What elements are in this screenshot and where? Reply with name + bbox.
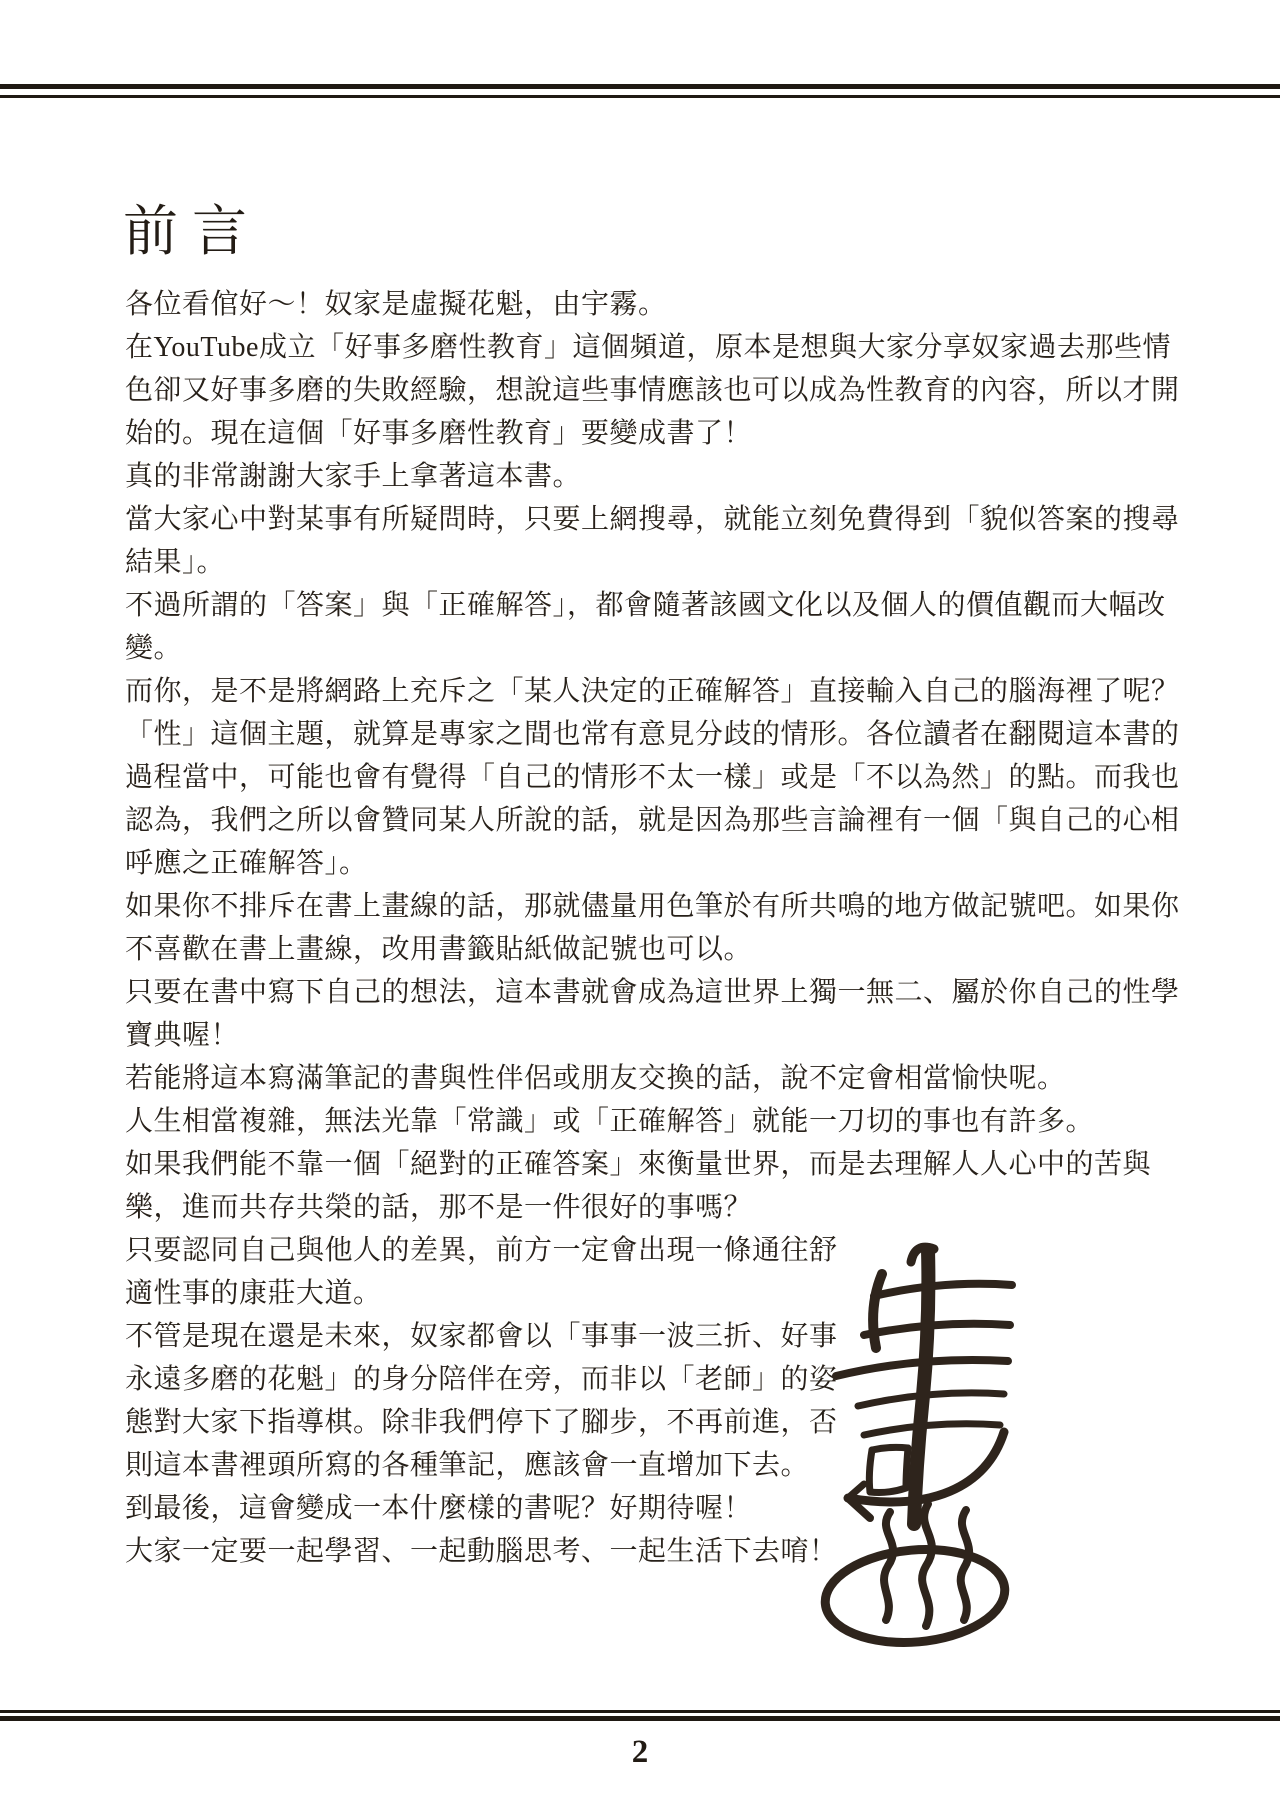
body-line: 當大家心中對某事有所疑問時，只要上網搜尋，就能立刻免費得到「貌似答案的搜尋 — [125, 504, 1180, 535]
body-line: 「性」這個主題，就算是專家之間也常有意見分歧的情形。各位讀者在翻閱這本書的 — [125, 719, 1180, 750]
body-line: 適性事的康莊大道。 — [125, 1278, 382, 1309]
body-line: 始的。現在這個「好事多磨性教育」要變成書了！ — [125, 418, 753, 449]
page-number: 2 — [631, 1734, 649, 1770]
top-rule-thick — [0, 84, 1280, 89]
body-line: 色卻又好事多磨的失敗經驗，想說這些事情應該也可以成為性教育的內容，所以才開 — [125, 375, 1180, 406]
top-rule-thin — [0, 95, 1280, 98]
bottom-rule-thick — [0, 1716, 1280, 1721]
page-title: 前言 — [123, 200, 262, 262]
body-line: 各位看倌好～！奴家是虛擬花魁，由宇霧。 — [125, 289, 667, 320]
body-line: 過程當中，可能也會有覺得「自己的情形不太一樣」或是「不以為然」的點。而我也 — [125, 762, 1180, 793]
body-line: 樂，進而共存共榮的話，那不是一件很好的事嗎？ — [125, 1192, 753, 1223]
body-line: 永遠多磨的花魁」的身分陪伴在旁，而非以「老師」的姿 — [125, 1364, 838, 1395]
body-line: 不過所謂的「答案」與「正確解答」，都會隨著該國文化以及個人的價值觀而大幅改 — [125, 590, 1166, 621]
body-line: 不喜歡在書上畫線，改用書籤貼紙做記號也可以。 — [125, 934, 753, 965]
body-line: 變。 — [125, 633, 183, 664]
body-line: 大家一定要一起學習、一起動腦思考、一起生活下去唷！ — [125, 1536, 838, 1567]
body-line: 結果」。 — [125, 547, 226, 578]
body-line: 寶典喔！ — [125, 1020, 240, 1051]
body-line: 只要認同自己與他人的差異，前方一定會出現一條通往舒 — [125, 1235, 838, 1266]
body-line: 人生相當複雜，無法光靠「常識」或「正確解答」就能一刀切的事也有許多。 — [125, 1106, 1095, 1137]
body-line: 則這本書裡頭所寫的各種筆記，應該會一直增加下去。 — [125, 1450, 810, 1481]
body-line: 如果我們能不靠一個「絕對的正確答案」來衡量世界，而是去理解人人心中的苦與 — [125, 1149, 1152, 1180]
body-line: 只要在書中寫下自己的想法，這本書就會成為這世界上獨一無二、屬於你自己的性學 — [125, 977, 1180, 1008]
body-line: 而你，是不是將網路上充斥之「某人決定的正確解答」直接輸入自己的腦海裡了呢？ — [125, 676, 1180, 707]
body-line: 在YouTube成立「好事多磨性教育」這個頻道，原本是想與大家分享奴家過去那些情 — [125, 332, 1171, 363]
body-line: 若能將這本寫滿筆記的書與性伴侶或朋友交換的話，說不定會相當愉快呢。 — [125, 1063, 1066, 1094]
body-line: 真的非常謝謝大家手上拿著這本書。 — [125, 461, 582, 492]
body-line: 呼應之正確解答」。 — [125, 848, 368, 879]
body-line: 到最後，這會變成一本什麼樣的書呢？好期待喔！ — [125, 1493, 753, 1524]
body-line: 如果你不排斥在書上畫線的話，那就儘量用色筆於有所共鳴的地方做記號吧。如果你 — [125, 891, 1180, 922]
bottom-rule-thin — [0, 1710, 1280, 1713]
body-line: 認為，我們之所以會贊同某人所說的話，就是因為那些言論裡有一個「與自己的心相 — [125, 805, 1180, 836]
calligraphy-seal-icon — [818, 1236, 1018, 1656]
body-line: 態對大家下指導棋。除非我們停下了腳步，不再前進，否 — [125, 1407, 838, 1438]
body-line: 不管是現在還是未來，奴家都會以「事事一波三折、好事 — [125, 1321, 838, 1352]
